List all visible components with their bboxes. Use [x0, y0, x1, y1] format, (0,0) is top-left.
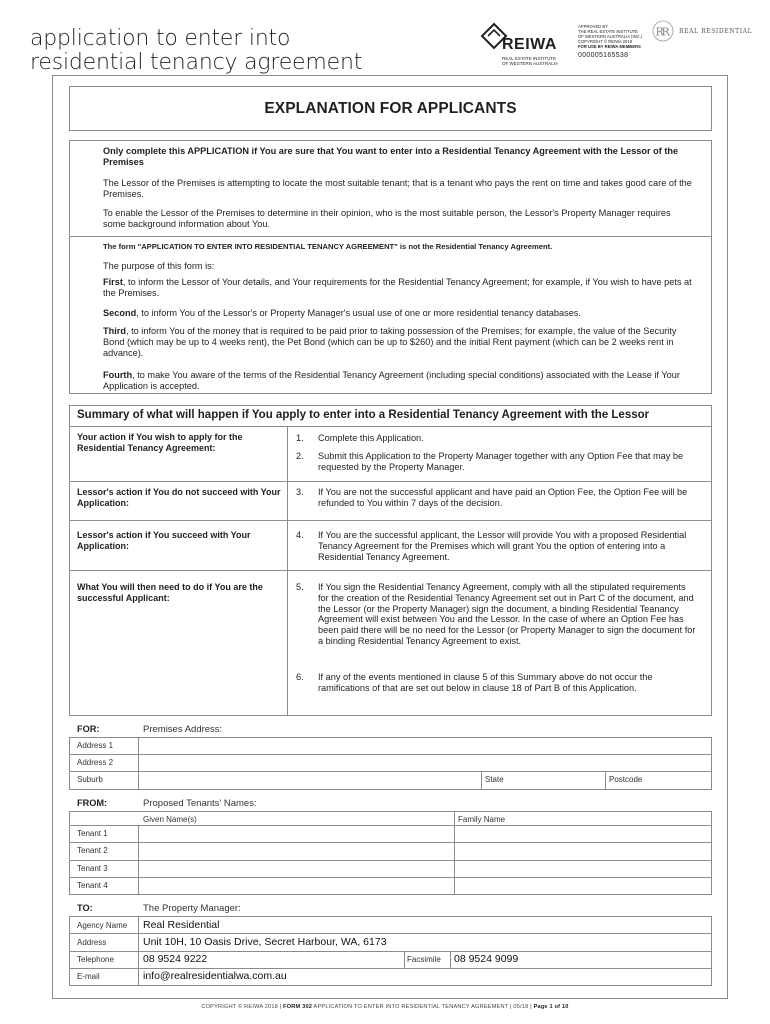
tenant-4-given-name-field[interactable] [140, 878, 453, 894]
address2-field[interactable] [140, 755, 711, 771]
state-label: State [485, 775, 504, 784]
family-name-header: Family Name [458, 815, 506, 824]
paragraph: To enable the Lessor of the Premises to determine in their opinion, who is the most suitable person, the Lessor's Property Manager requires some background information about You. [103, 208, 671, 229]
explanation-heading: EXPLANATION FOR APPLICANTS [264, 99, 517, 117]
agency-name-value[interactable]: Real Residential [143, 919, 220, 931]
divider [138, 737, 139, 790]
divider [69, 236, 712, 237]
approval-line: APPROVED BY [578, 24, 609, 29]
agency-address-label: Address [77, 938, 107, 947]
summary-item-text: Submit this Application to the Property Manager together with any Option Fee that may be requested by the Property Manager. [318, 451, 684, 472]
purpose-first [103, 277, 693, 299]
email-label: E-mail [77, 972, 100, 981]
premises-section-label: FOR: [77, 724, 100, 734]
document-title-line-2: residential tenancy agreement [30, 50, 363, 75]
tenant-1-given-name-field[interactable] [140, 826, 453, 842]
facsimile-label: Facsimile [407, 955, 441, 964]
divider [69, 426, 712, 427]
manager-section-title: The Property Manager: [143, 903, 241, 914]
email-value[interactable]: info@realresidentialwa.com.au [143, 970, 287, 982]
premises-section-title: Premises Address: [143, 724, 223, 735]
summary-item-text: If any of the events mentioned in clause 5 of this Summary above do not occur the ramifications of that are set out below in clause 18 of Part B of this Application. [318, 672, 653, 693]
tenant-4-family-name-field[interactable] [456, 878, 711, 894]
postcode-field[interactable] [650, 772, 711, 789]
tenants-section-label: FROM: [77, 798, 108, 808]
agency-name-label: Agency Name [77, 921, 128, 930]
postcode-label: Postcode [609, 775, 643, 784]
summary-item-number: 1. [296, 433, 304, 443]
intro-bold-text: Only complete this APPLICATION if You are sure that You want to enter into a Residential Tenancy Agreement with the Lessor of the Premises [103, 146, 679, 167]
footer-page-number: Page 1 of 10 [533, 1004, 569, 1010]
tenant-1-family-name-field[interactable] [456, 826, 711, 842]
agency-address-value[interactable]: Unit 10H, 10 Oasis Drive, Secret Harbour, WA, 6173 [143, 936, 387, 948]
approval-notice [578, 24, 650, 60]
purpose-text: The purpose of this form is: [103, 261, 215, 271]
agency-logo-text: REAL RESIDENTIAL [679, 28, 753, 35]
telephone-label: Telephone [77, 955, 114, 964]
reiwa-logo [480, 22, 575, 68]
tenant-row-label: Tenant 1 [77, 829, 108, 838]
purpose-fourth-text: , to make You aware of the terms of the Residential Tenancy Agreement (including special conditions) associated with the Lease if Your Application is accepted. [103, 370, 680, 391]
purpose-fourth-label: Fourth [103, 370, 133, 380]
footer-form-title: APPLICATION TO ENTER INTO RESIDENTIAL TENANCY AGREEMENT | 05/18 | [312, 1004, 534, 1010]
explanation-heading-box [69, 86, 712, 131]
telephone-value[interactable]: 08 9524 9222 [143, 953, 208, 965]
suburb-field[interactable] [140, 772, 480, 789]
tenant-row-label: Tenant 2 [77, 846, 108, 855]
summary-item-number: 5. [296, 582, 304, 592]
summary-item-text: If You sign the Residential Tenancy Agreement, comply with all the stipulated requirements for the creation of the Residential Tenancy Agreement set out in Part C of the document, and the Lessor (or the Property Manager) sign the document, a binding Residential Teanancy Agreement will exist between You and the Lessor. In the case of where an Option Fee has been paid there will be no need for the Lessor (or Property Manager to sign the document for a binding Residential Tenancy Agreement to exist. [318, 582, 696, 646]
page-footer [0, 1004, 770, 1010]
divider [138, 916, 139, 986]
summary-item-text: If You are not the successful applicant and have paid an Option Fee, the Option Fee will be refunded to You within 7 days of the decision. [318, 487, 688, 508]
manager-section-label: TO: [77, 903, 93, 913]
form-serial-number: 000005165538 [578, 52, 629, 59]
approval-line: COPYRIGHT © REIWA 2018 [578, 39, 633, 44]
agency-logo [652, 20, 753, 46]
summary-row-label: Your action if You wish to apply for the Residential Tenancy Agreement: [77, 432, 243, 453]
summary-item-number: 3. [296, 487, 304, 497]
divider [69, 570, 712, 571]
divider [481, 771, 482, 790]
divider [605, 771, 606, 790]
divider [450, 951, 451, 968]
summary-item-number: 2. [296, 451, 304, 461]
tenant-3-family-name-field[interactable] [456, 861, 711, 877]
tenant-row-label: Tenant 3 [77, 864, 108, 873]
purpose-third-label: Third [103, 326, 126, 336]
address2-label: Address 2 [77, 758, 114, 767]
address1-field[interactable] [140, 738, 711, 754]
given-name-header: Given Name(s) [143, 815, 197, 824]
tenant-2-given-name-field[interactable] [140, 843, 453, 859]
footer-copyright: COPYRIGHT © REIWA 2018 | [201, 1004, 284, 1010]
summary-row-label: What You will then need to do if You are the successful Applicant: [77, 582, 263, 603]
purpose-fourth [103, 370, 693, 392]
summary-item-number: 4. [296, 530, 304, 540]
footer-form-number: FORM 302 [283, 1004, 313, 1010]
document-title [30, 27, 362, 75]
divider [69, 520, 712, 521]
approval-line: OF WESTERN AUSTRALIA (INC.) [578, 34, 643, 39]
reiwa-logo-word: REIWA [502, 36, 557, 53]
facsimile-value[interactable]: 08 9524 9099 [454, 953, 519, 965]
tenant-3-given-name-field[interactable] [140, 861, 453, 877]
tenant-row-label: Tenant 4 [77, 881, 108, 890]
svg-text:R: R [655, 25, 664, 39]
divider [69, 481, 712, 482]
purpose-first-label: First [103, 277, 123, 287]
svg-text:R: R [661, 25, 670, 39]
state-field[interactable] [510, 772, 604, 789]
document-title-line-1: application to enter into [30, 26, 291, 51]
reiwa-logo-subtitle: REAL ESTATE INSTITUTE OF WESTERN AUSTRALIA [502, 56, 559, 66]
summary-item-number: 6. [296, 672, 304, 682]
purpose-third-text: , to inform You of the money that is required to be paid prior to taking possession of the Premises; for example, the value of the Security Bond (which may be up to 4 weeks rent), the Pet Bond (which can be up to $260) and the initial Rent payment (which can be 2 weeks rent in advance). [103, 326, 677, 358]
divider [69, 968, 712, 969]
divider [138, 825, 139, 895]
summary-item-text: If You are the successful applicant, the Lessor will provide You with a proposed Residential Tenancy Agreement for the Premises which will grant You the option of entering into a Residential Tenancy Agreement. [318, 530, 687, 562]
divider [69, 951, 712, 952]
purpose-first-text: , to inform the Lessor of Your details, and Your requirements for the Residential Tenancy Agreement; for example, if You wish to have pets at the Premises. [103, 277, 692, 298]
summary-item-text: Complete this Application. [318, 433, 424, 443]
purpose-third [103, 326, 693, 358]
approval-line: THE REAL ESTATE INSTITUTE [578, 29, 638, 34]
rr-monogram-icon [652, 20, 674, 42]
summary-row-label: Lessor's action if You succeed with Your Application: [77, 530, 251, 551]
divider [454, 811, 455, 895]
suburb-label: Suburb [77, 775, 103, 784]
divider [404, 951, 405, 968]
address1-label: Address 1 [77, 741, 114, 750]
tenants-section-title: Proposed Tenants' Names: [143, 798, 257, 809]
tenant-2-family-name-field[interactable] [456, 843, 711, 859]
approval-line: FOR USE BY REIWA MEMBERS [578, 44, 641, 49]
divider [287, 426, 288, 716]
purpose-second-label: Second [103, 308, 137, 318]
summary-row-label: Lessor's action if You do not succeed with Your Application: [77, 487, 281, 508]
summary-title: Summary of what will happen if You apply to enter into a Residential Tenancy Agreement with the Lessor [77, 409, 650, 421]
purpose-second-text: , to inform You of the Lessor's or Property Manager's usual use of one or more residential tenancy databases. [136, 308, 581, 318]
notice-text: The form "APPLICATION TO ENTER INTO RESIDENTIAL TENANCY AGREEMENT" is not the Residential Tenancy Agreement. [103, 242, 553, 251]
paragraph: The Lessor of the Premises is attempting to locate the most suitable tenant; that is a tenant who pays the rent on time and takes good care of the Premises. [103, 178, 692, 199]
purpose-second [103, 308, 693, 319]
divider [69, 933, 712, 934]
